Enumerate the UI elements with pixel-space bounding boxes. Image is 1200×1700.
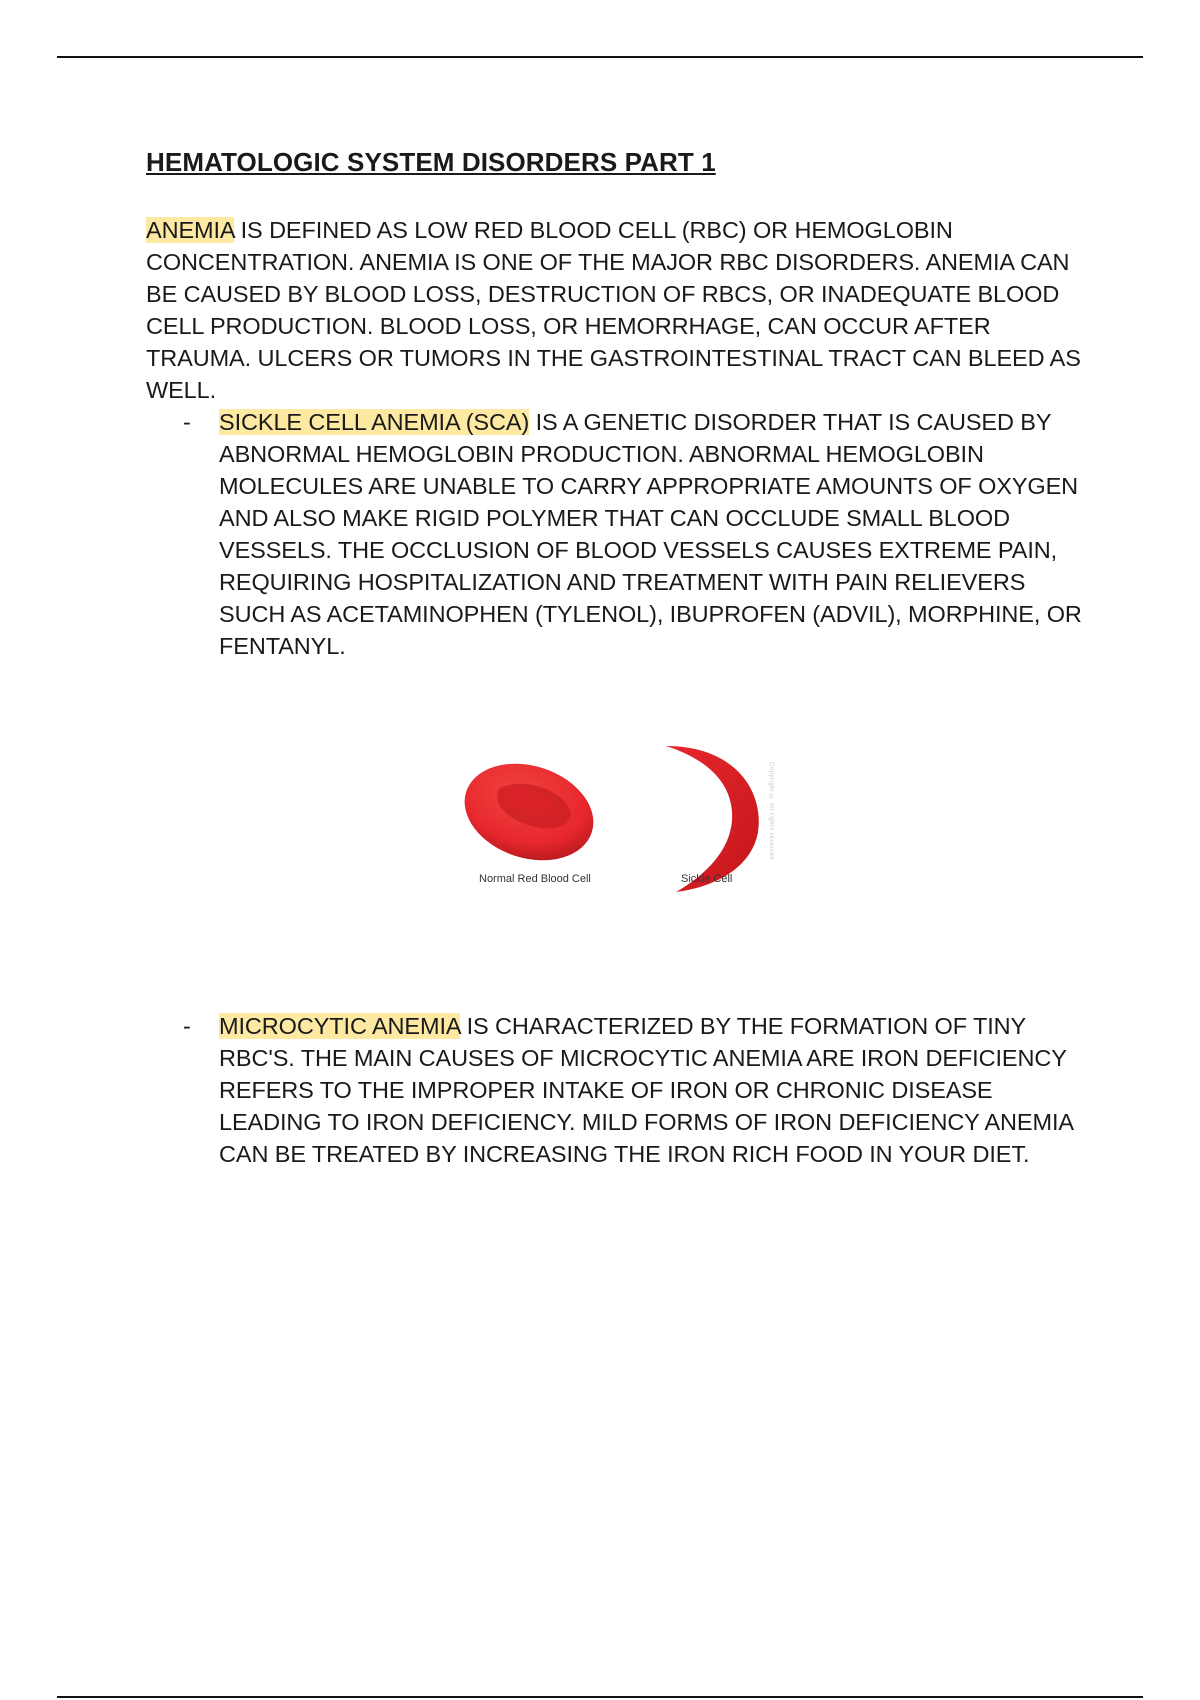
document-body (146, 145, 1096, 1170)
sickle-cell-caption: Sickle Cell (681, 873, 733, 885)
bottom-rule (57, 1696, 1143, 1698)
normal-red-blood-cell (452, 748, 606, 876)
highlight-term-anemia: ANEMIA (146, 217, 235, 243)
bullet-dash: - (183, 409, 191, 435)
microcytic-text: IS CHARACTERIZED BY THE FORMATION OF TINY RBC'S. THE MAIN CAUSES OF MICROCYTIC ANEMIA ARE IRON DEFICIENCY REFERS TO THE IMPROPER INTAKE OF IRON OR CHRONIC DISEASE LEADING TO IRON DEFICIENCY. MILD FORMS OF IRON DEFICIENCY ANEMIA CAN BE TREATED BY INCREASING THE IRON RICH FOOD IN YOUR DIET. (219, 1013, 1073, 1167)
red-blood-cell-figure (446, 732, 786, 942)
list-item-microcytic (146, 1010, 1096, 1170)
list-item-sickle-cell (146, 406, 1096, 662)
image-watermark: Copyright © All rights reserved (768, 762, 774, 861)
normal-cell-caption: Normal Red Blood Cell (479, 873, 591, 885)
highlight-term-microcytic: MICROCYTIC ANEMIA (219, 1013, 461, 1039)
sca-text: IS A GENETIC DISORDER THAT IS CAUSED BY ABNORMAL HEMOGLOBIN PRODUCTION. ABNORMAL HEMOGLOBIN MOLECULES ARE UNABLE TO CARRY APPROPRIATE AMOUNTS OF OXYGEN AND ALSO MAKE RIGID POLYMER THAT CAN OCCLUDE SMALL BLOOD VESSELS. THE OCCLUSION OF BLOOD VESSELS CAUSES EXTREME PAIN, REQUIRING HOSPITALIZATION AND TREATMENT WITH PAIN RELIEVERS SUCH AS ACETAMINOPHEN (TYLENOL), IBUPROFEN (ADVIL), MORPHINE, OR FENTANYL. (219, 409, 1082, 659)
page-title: HEMATOLOGIC SYSTEM DISORDERS PART 1 (146, 147, 716, 177)
anemia-text: IS DEFINED AS LOW RED BLOOD CELL (RBC) OR HEMOGLOBIN CONCENTRATION. ANEMIA IS ONE OF THE MAJOR RBC DISORDERS. ANEMIA CAN BE CAUSED BY BLOOD LOSS, DESTRUCTION OF RBCS, OR INADEQUATE BLOOD CELL PRODUCTION. BLOOD LOSS, OR HEMORRHAGE, CAN OCCUR AFTER TRAUMA. ULCERS OR TUMORS IN THE GASTROINTESTINAL TRACT CAN BLEED AS WELL. (146, 217, 1081, 403)
anemia-paragraph (146, 214, 1096, 406)
bullet-dash: - (183, 1013, 191, 1039)
highlight-term-sca: SICKLE CELL ANEMIA (SCA) (219, 409, 530, 435)
top-rule (57, 56, 1143, 58)
sickle-cell (666, 746, 759, 892)
